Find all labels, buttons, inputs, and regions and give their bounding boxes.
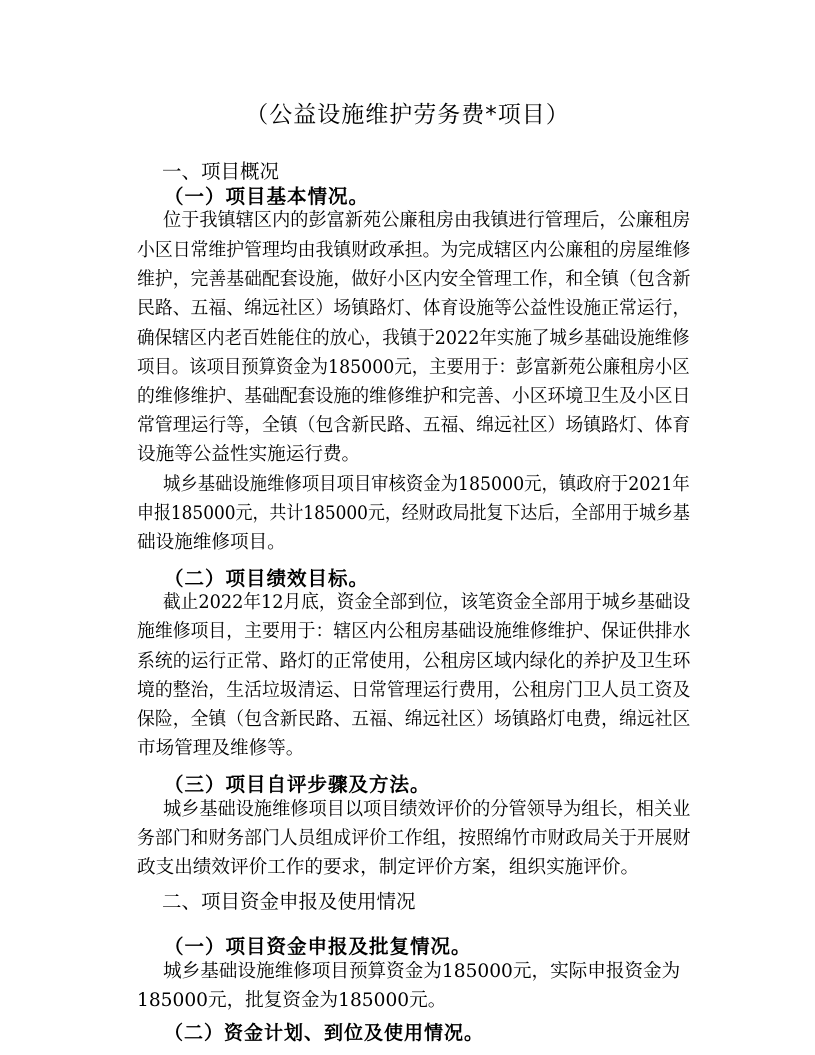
subsection-heading-self-evaluation: （三）项目自评步骤及方法。 <box>164 773 431 796</box>
section-heading-funds: 二、项目资金申报及使用情况 <box>162 890 416 913</box>
paragraph-line: 政支出绩效评价工作的要求，制定评价方案，组织实施评价。 <box>137 857 640 878</box>
paragraph-line: 截止2022年12月底，资金全部到位，该笔资金全部用于城乡基础设 <box>163 592 691 613</box>
paragraph-line: 常管理运行等，全镇（包含新民路、五福、绵远社区）场镇路灯、体育 <box>137 415 691 436</box>
section-heading-overview: 一、项目概况 <box>162 160 280 183</box>
subsection-heading-funds-approval: （一）项目资金申报及批复情况。 <box>164 935 472 958</box>
paragraph-line: 城乡基础设施维修项目预算资金为185000元，实际申报资金为 <box>163 961 681 982</box>
paragraph-line: 施维修项目，主要用于：辖区内公租房基础设施维修维护、保证供排水 <box>137 621 691 642</box>
paragraph-line: 市场管理及维修等。 <box>137 738 305 759</box>
paragraph-line: 城乡基础设施维修项目项目审核资金为185000元，镇政府于2021年 <box>163 474 690 495</box>
paragraph-line: 项目。该项目预算资金为185000元，主要用于：彭富新苑公廉租房小区 <box>137 357 690 378</box>
paragraph-line: 境的整治，生活垃圾清运、日常管理运行费用，公租房门卫人员工资及 <box>137 680 691 701</box>
paragraph-line: 位于我镇辖区内的彭富新苑公廉租房由我镇进行管理后，公廉租房 <box>163 210 691 231</box>
paragraph-line: 务部门和财务部门人员组成评价工作组，按照绵竹市财政局关于开展财 <box>137 828 691 849</box>
paragraph-line: 民路、五福、绵远社区）场镇路灯、体育设施等公益性设施正常运行， <box>137 298 691 319</box>
paragraph-line: 系统的运行正常、路灯的正常使用，公租房区域内绿化的养护及卫生环 <box>137 651 691 672</box>
subsection-heading-basic-info: （一）项目基本情况。 <box>164 185 370 208</box>
subsection-heading-performance-goals: （二）项目绩效目标。 <box>164 567 370 590</box>
paragraph-line: 185000元，批复资金为185000元。 <box>137 990 447 1011</box>
paragraph-line: 确保辖区内老百姓能住的放心，我镇于2022年实施了城乡基础设施维修 <box>137 328 690 349</box>
paragraph-line: 设施等公益性实施运行费。 <box>137 444 361 465</box>
paragraph-line: 申报185000元，共计185000元，经财政局批复下达后，全部用于城乡基 <box>137 503 690 524</box>
paragraph-line: 础设施维修项目。 <box>137 532 286 553</box>
paragraph-line: 保险，全镇（包含新民路、五福、绵远社区）场镇路灯电费，绵远社区 <box>137 709 691 730</box>
paragraph-line: 维护，完善基础配套设施，做好小区内安全管理工作，和全镇（包含新 <box>137 269 691 290</box>
document-title: （公益设施维护劳务费*项目） <box>245 102 570 128</box>
paragraph-line: 小区日常维护管理均由我镇财政承担。为完成辖区内公廉租的房屋维修 <box>137 240 691 261</box>
subsection-heading-funds-plan: （二）资金计划、到位及使用情况。 <box>164 1022 485 1044</box>
paragraph-line: 的维修维护、基础配套设施的维修维护和完善、小区环境卫生及小区日 <box>137 386 691 407</box>
paragraph-line: 城乡基础设施维修项目以项目绩效评价的分管领导为组长，相关业 <box>163 799 691 820</box>
